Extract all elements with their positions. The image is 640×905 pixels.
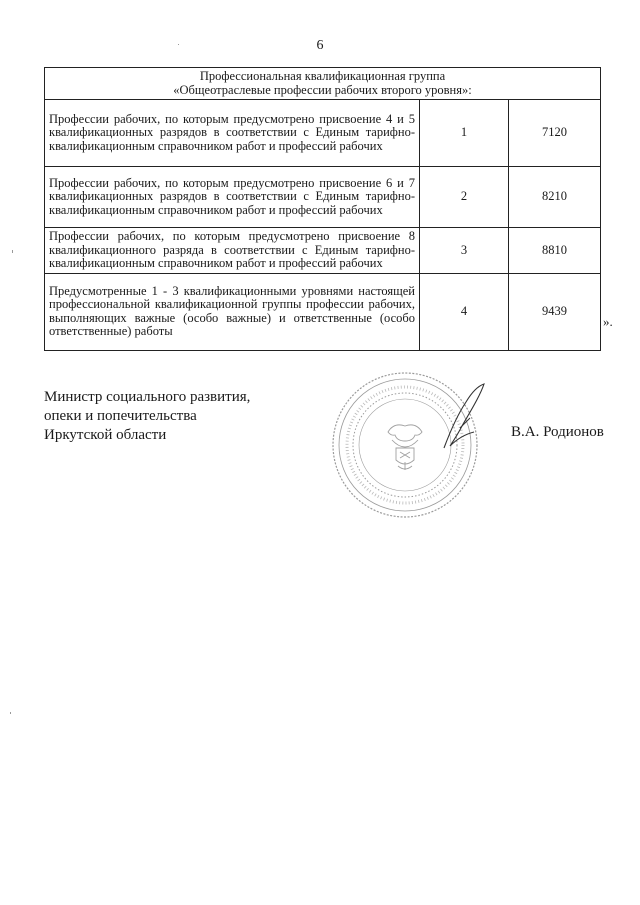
signatory-title-line2: опеки и попечительства bbox=[44, 408, 197, 424]
signature-block bbox=[44, 388, 250, 445]
closing-quote-mark: ». bbox=[603, 314, 613, 329]
table-row bbox=[45, 100, 601, 167]
group-header-line1: Профессиональная квалификационная группа bbox=[199, 69, 446, 83]
profession-description: Профессии рабочих, по которым предусмотрено присвоение 8 квалификационного разряда в соответствии с Единым тарифно-квалификационным справочником работ и профессий рабочих bbox=[45, 228, 420, 274]
qualification-level: 4 bbox=[420, 273, 509, 350]
salary-amount: 8810 bbox=[509, 228, 601, 274]
salary-amount: 8210 bbox=[509, 167, 601, 228]
salary-amount: 9439 bbox=[509, 273, 601, 350]
group-header-cell bbox=[45, 68, 601, 100]
signature-stroke bbox=[460, 418, 470, 428]
group-header-row bbox=[45, 68, 601, 100]
group-header-line2: «Общеотраслевые профессии рабочих второго уровня»: bbox=[173, 82, 472, 97]
table-row bbox=[45, 167, 601, 228]
scan-speck bbox=[178, 44, 179, 45]
table-row bbox=[45, 273, 601, 350]
qualification-level: 3 bbox=[420, 228, 509, 274]
signature-stroke bbox=[444, 384, 484, 448]
qualification-table bbox=[44, 67, 601, 351]
salary-amount: 7120 bbox=[509, 100, 601, 167]
table-row bbox=[45, 228, 601, 274]
handwritten-signature-icon bbox=[440, 382, 490, 452]
signatory-title-line1: Министр социального развития, bbox=[44, 389, 251, 405]
page-number: 6 bbox=[316, 38, 324, 53]
profession-description: Профессии рабочих, по которым предусмотрено присвоение 6 и 7 квалификационных разрядов в соответствии с Единым тарифно-квалификационным справочником работ и профессий рабочих bbox=[45, 167, 420, 228]
profession-description: Профессии рабочих, по которым предусмотрено присвоение 4 и 5 квалификационных разрядов в соответствии с Единым тарифно-квалификационным справочником работ и профессий рабочих bbox=[45, 100, 420, 167]
scan-speck bbox=[12, 250, 13, 253]
scan-speck bbox=[10, 712, 11, 714]
signatory-title-line3: Иркутской области bbox=[44, 427, 167, 443]
qualification-level: 1 bbox=[420, 100, 509, 167]
qualification-level: 2 bbox=[420, 167, 509, 228]
signatory-name: В.А. Родионов bbox=[511, 424, 604, 440]
seal-emblem bbox=[388, 425, 422, 470]
profession-description: Предусмотренные 1 - 3 квалификационными уровнями настоящей профессиональной квалификационной группы профессии рабочих, выполняющих важные (особо важные) и ответственные (особо ответственные) работы bbox=[45, 273, 420, 350]
